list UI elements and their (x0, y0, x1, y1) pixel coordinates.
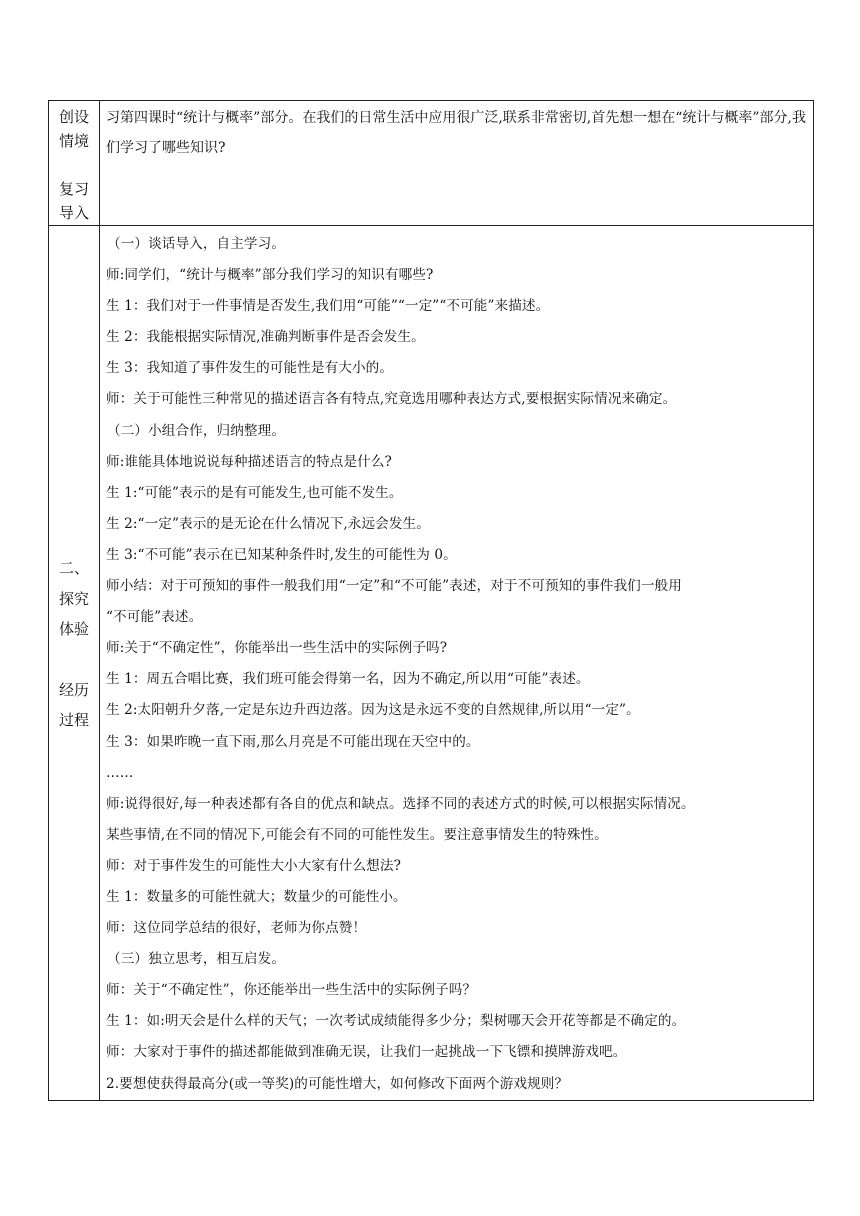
dialogue-line: 生 2：我能根据实际情况,准确判断事件是否会发生。 (106, 329, 425, 346)
dialogue-line: 生 3：我知道了事件发生的可能性是有大小的。 (106, 360, 394, 377)
dialogue-line: 师:说得很好,每一种表述都有各自的优点和缺点。选择不同的表述方式的时候,可以根据实际情况。 (106, 795, 695, 812)
dialogue-line: 生 1:“可能”表示的是有可能发生,也可能不发生。 (106, 484, 403, 501)
dialogue-line: 师:关于“不确定性”，你能举出一些生活中的实际例子吗? (106, 640, 448, 657)
table-row-intro (49, 101, 814, 226)
dialogue-line: 某些事情,在不同的情况下,可能会有不同的可能性发生。要注意事情发生的特殊性。 (106, 826, 608, 843)
row-label-intro (49, 101, 99, 225)
intro-paragraph: 习第四课时“统计与概率”部分。在我们的日常生活中应用很广泛,联系非常密切,首先想一想在“统计与概率”部分,我们学习了哪些知识? (106, 110, 806, 156)
dialogue-line: 师小结：对于可预知的事件一般我们用“一定”和“不可能”表述，对于不可预知的事件我们一般用 (106, 578, 682, 595)
dialogue-line: 生 3:“不可能”表示在已知某种条件时,发生的可能性为 0。 (106, 546, 457, 563)
row-content-cell (100, 226, 814, 1101)
dialogue-line: 生 1：如:明天会是什么样的天气；一次考试成绩能得多少分；梨树哪天会开花等都是不确定的。 (106, 1013, 686, 1030)
dialogue-line: 师：这位同学总结的很好，老师为你点赞！ (106, 920, 367, 937)
label-line: 经历 (58, 680, 89, 699)
dialogue-line: “不可能”表述。 (106, 609, 203, 626)
dialogue-line: 生 2:“一定”表示的是无论在什么情况下,永远会发生。 (106, 515, 430, 532)
row-label-cell (49, 226, 100, 1101)
dialogue-line: 生 1：我们对于一件事情是否发生,我们用“可能”“一定”“不可能”来描述。 (106, 298, 550, 315)
label-line: 创设 (58, 108, 89, 126)
dialogue-line: 生 1：周五合唱比赛，我们班可能会得第一名，因为不确定,所以用“可能”表述。 (106, 671, 590, 688)
question-line: 2.要想使获得最高分(或一等奖)的可能性增大，如何修改下面两个游戏规则？ (106, 1075, 569, 1092)
label-line: 二、 (58, 559, 89, 577)
row-label-cell (49, 101, 100, 226)
label-line: 复习 (58, 180, 89, 198)
dialogue-line: 师：大家对于事件的描述都能做到准确无误，让我们一起挑战一下飞镖和摸牌游戏吧。 (106, 1044, 627, 1061)
label-line: 探究 (58, 589, 89, 608)
ellipsis-line: …… (106, 764, 134, 781)
dialogue-line: 师:谁能具体地说说每种描述语言的特点是什么? (106, 453, 392, 470)
lesson-plan-table (48, 100, 814, 1101)
table-row-explore (49, 226, 814, 1101)
row-content-cell (100, 101, 814, 226)
label-line: 情境 (58, 132, 89, 150)
label-line: 导入 (58, 204, 89, 222)
dialogue-line: 生 1：数量多的可能性就大；数量少的可能性小。 (106, 888, 407, 905)
row-label-explore (49, 226, 99, 736)
dialogue-line: 师：对于事件发生的可能性大小大家有什么想法? (106, 857, 401, 874)
section-heading: （二）小组合作，归纳整理。 (107, 422, 286, 439)
dialogue-line: 师：关于可能性三种常见的描述语言各有特点,究竟选用哪种表达方式,要根据实际情况来确定。 (106, 391, 677, 408)
label-line: 体验 (58, 620, 89, 638)
dialogue-line: 师：关于“不确定性”，你还能举出一些生活中的实际例子吗？ (106, 982, 477, 999)
dialogue-line: 生 3：如果昨晚一直下雨,那么月亮是不可能出现在天空中的。 (106, 733, 480, 750)
dialogue-line: 师:同学们，“统计与概率”部分我们学习的知识有哪些? (106, 267, 434, 284)
section-heading: （一）谈话导入，自主学习。 (107, 236, 286, 252)
dialogue-line: 生 2:太阳朝升夕落,一定是东边升西边落。因为这是永远不变的自然规律,所以用“一定”。 (106, 702, 640, 719)
label-line: 过程 (58, 711, 89, 729)
section-heading: （三）独立思考，相互启发。 (107, 951, 286, 968)
explore-content (100, 226, 813, 1100)
